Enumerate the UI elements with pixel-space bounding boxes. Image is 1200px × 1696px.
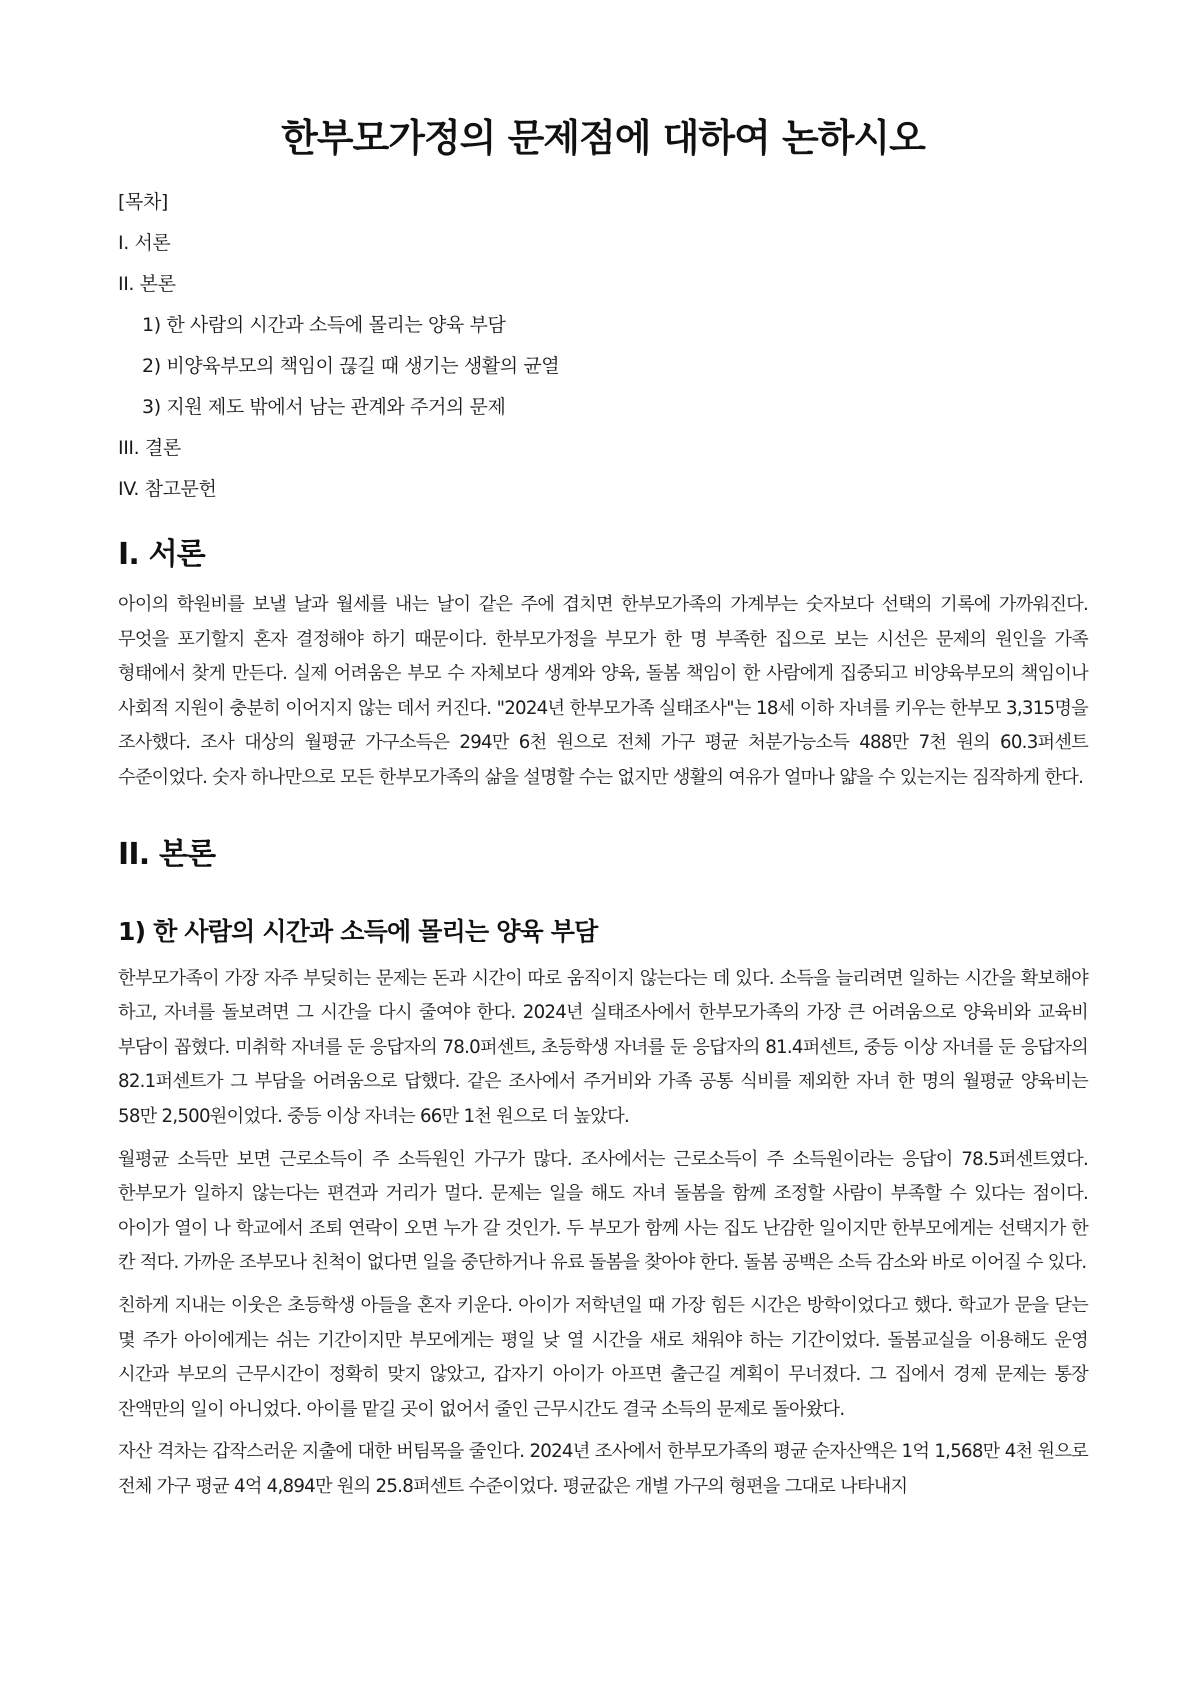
toc-heading: [목차] <box>118 191 168 213</box>
section-heading-intro: I. 서론 <box>118 537 205 572</box>
toc-item-body-2: 2) 비양육부모의 책임이 끊길 때 생기는 생활의 균열 <box>142 355 560 377</box>
subsection-heading-1: 1) 한 사람의 시간과 소득에 몰리는 양육 부담 <box>118 916 598 946</box>
body-paragraph: 친하게 지내는 이웃은 초등학생 아들을 혼자 키운다. 아이가 저학년일 때 가장 힘든 시간은 방학이었다고 했다. 학교가 문을 닫는 몇 주가 아이에게는 쉬는 기간이지만 부모에게는 평일 낮 열 시간을 새로 채워야 하는 기간이었다. 돌봄교실을 이용해도 운영 시간과 부모의 근무시간이 정확히 맞지 않았고, 갑자기 아이가 아프면 출근길 계획이 무너졌다. 그 집에서 경제 문제는 통장 잔액만의 일이 아니었다. 아이를 맡길 곳이 없어서 줄인 근무시간도 결국 소득의 문제로 돌아왔다. <box>118 1294 1088 1420</box>
table-of-contents <box>118 182 1088 510</box>
toc-item-intro: I. 서론 <box>118 232 171 254</box>
toc-item-body-1: 1) 한 사람의 시간과 소득에 몰리는 양육 부담 <box>142 314 506 336</box>
body-paragraph: 월평균 소득만 보면 근로소득이 주 소득원인 가구가 많다. 조사에서는 근로소득이 주 소득원이라는 응답이 78.5퍼센트였다. 한부모가 일하지 않는다는 편견과 거리가 멀다. 문제는 일을 해도 자녀 돌봄을 함께 조정할 사람이 부족할 수 있다는 점이다. 아이가 열이 나 학교에서 조퇴 연락이 오면 누가 갈 것인가. 두 부모가 함께 사는 집도 난감한 일이지만 한부모에게는 선택지가 한 칸 적다. 가까운 조부모나 친척이 없다면 일을 중단하거나 유료 돌봄을 찾아야 한다. 돌봄 공백은 소득 감소와 바로 이어질 수 있다. <box>118 1148 1088 1274</box>
intro-paragraph: 아이의 학원비를 보낼 날과 월세를 내는 날이 같은 주에 겹치면 한부모가족의 가계부는 숫자보다 선택의 기록에 가까워진다. 무엇을 포기할지 혼자 결정해야 하기 때문이다. 한부모가정을 부모가 한 명 부족한 집으로 보는 시선은 문제의 원인을 가족 형태에서 찾게 만든다. 실제 어려움은 부모 수 자체보다 생계와 양육, 돌봄 책임이 한 사람에게 집중되고 비양육부모의 책임이나 사회적 지원이 충분히 이어지지 않는 데서 커진다. "2024년 한부모가족 실태조사"는 18세 이하 자녀를 키우는 한부모 3,315명을 조사했다. 조사 대상의 월평균 가구소득은 294만 6천 원으로 전체 가구 평균 처분가능소득 488만 7천 원의 60.3퍼센트 수준이었다. 숫자 하나만으로 모든 한부모가족의 삶을 설명할 수는 없지만 생활의 여유가 얼마나 얇을 수 있는지는 짐작하게 한다. <box>118 594 1088 788</box>
subsection-spacer <box>118 888 1088 912</box>
toc-item-conclusion: III. 결론 <box>118 437 181 459</box>
section-heading-body: II. 본론 <box>118 836 216 872</box>
body-paragraph: 한부모가족이 가장 자주 부딪히는 문제는 돈과 시간이 따로 움직이지 않는다는 데 있다. 소득을 늘리려면 일하는 시간을 확보해야 하고, 자녀를 돌보려면 그 시간을 다시 줄여야 한다. 2024년 실태조사에서 한부모가족의 가장 큰 어려움으로 양육비와 교육비 부담이 꼽혔다. 미취학 자녀를 둔 응답자의 78.0퍼센트, 초등학생 자녀를 둔 응답자의 81.4퍼센트, 중등 이상 자녀를 둔 응답자의 82.1퍼센트가 그 부담을 어려움으로 답했다. 같은 조사에서 주거비와 가족 공통 식비를 제외한 자녀 한 명의 월평균 양육비는 58만 2,500원이었다. 중등 이상 자녀는 66만 1천 원으로 더 높았다. <box>118 967 1088 1127</box>
document-title: 한부모가정의 문제점에 대하여 논하시오 <box>281 116 925 160</box>
toc-item-body-3: 3) 지원 제도 밖에서 남는 관계와 주거의 문제 <box>142 396 506 418</box>
toc-item-body: II. 본론 <box>118 273 176 295</box>
body-paragraph: 자산 격차는 갑작스러운 지출에 대한 버팀목을 줄인다. 2024년 조사에서 한부모가족의 평균 순자산액은 1억 1,568만 4천 원으로 전체 가구 평균 4억 4,894만 원의 25.8퍼센트 수준이었다. 평균값은 개별 가구의 형편을 그대로 나타내지 <box>118 1441 1088 1497</box>
toc-item-references: IV. 참고문헌 <box>118 478 217 500</box>
section-spacer <box>118 804 1088 832</box>
